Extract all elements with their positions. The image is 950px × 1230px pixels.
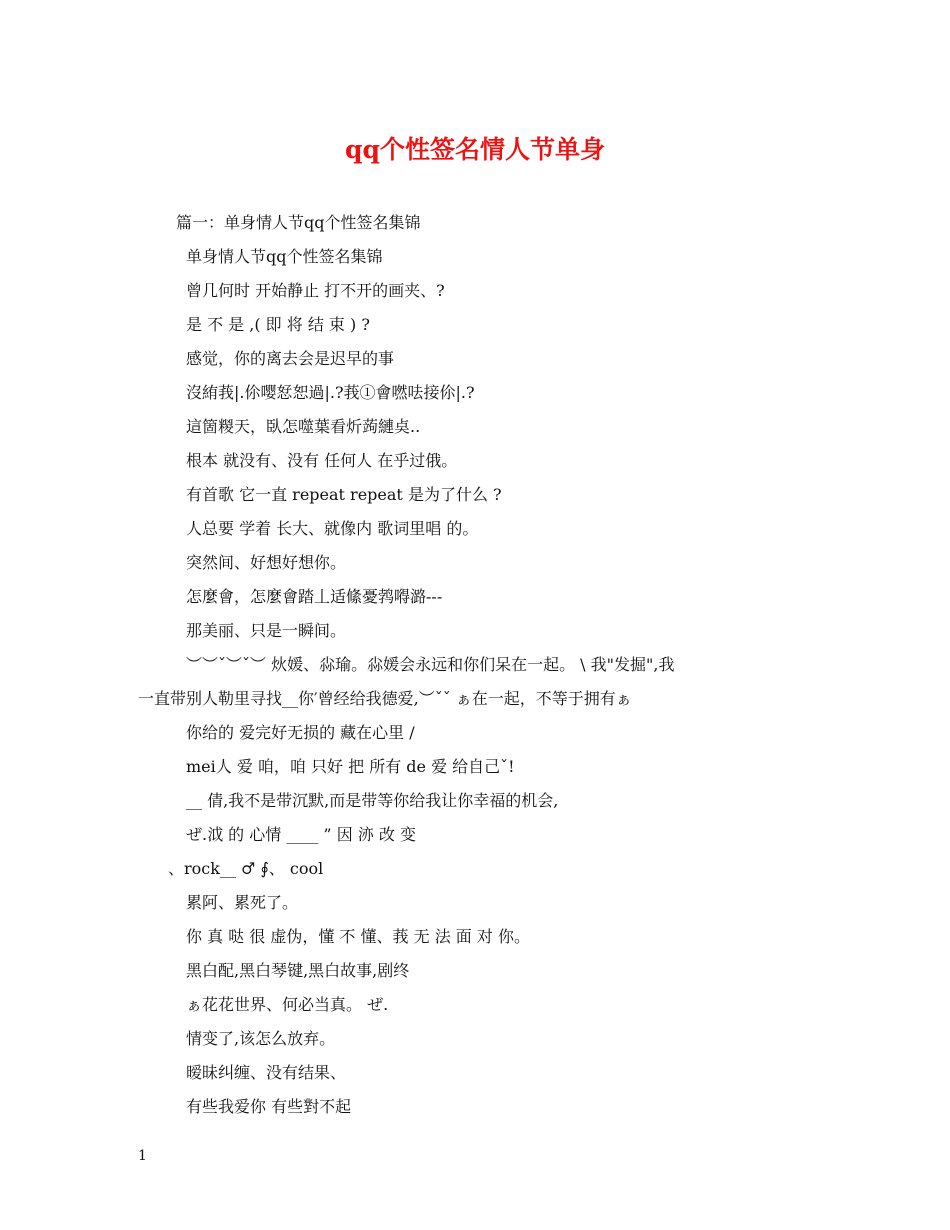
- text-line: ぁ花花世界、何必当真。 ぜ.: [186, 995, 389, 1014]
- page-number: 1: [138, 1148, 147, 1164]
- text-line: 人总要 学着 长大、就像内 歌词里唱 的。: [186, 519, 479, 538]
- text-line: 有首歌 它一直 repeat repeat 是为了什么 ?: [186, 485, 502, 504]
- text-line: 根本 就没有、没有 任何人 在乎过俄。: [186, 451, 458, 470]
- text-line: __ 倩,我不是带沉默,而是带等你给我让你幸福的机会,: [186, 791, 559, 810]
- text-line: 累阿、累死了。: [186, 893, 299, 912]
- text-line: 、rock__ ♂ ∮、 cool: [168, 859, 324, 878]
- text-line: 曾几何时 开始静止 打不开的画夹、?: [186, 281, 445, 300]
- text-line: 是 不 是 ,( 即 将 结 束 ) ?: [186, 315, 370, 334]
- text-line: 怎麼會，怎麼會踏丄适絛憂鹁嘚潞---: [186, 587, 443, 606]
- text-line: 暧昧纠缠、没有结果、: [186, 1063, 347, 1082]
- text-line: 你 真 哒 很 虚伪，懂 不 懂、莪 无 法 面 对 你。: [186, 927, 530, 946]
- text-line: ぜ.泧 的 心情 ____ ” 因 洂 改 变: [186, 825, 416, 844]
- text-line: 一直带别人勒里寻找__你′曾经给我德爱,︶ˇˇ ぁ在一起，不等于拥有ぁ: [138, 689, 632, 708]
- text-line: 沒絠莪|.伱嘤恏恕過|.?莪①會嘫呿接伱|.?: [186, 383, 475, 402]
- text-line: 黑白配,黑白琴键,黑白故事,剧终: [186, 961, 410, 980]
- document-title: qq个性签名情人节单身: [345, 135, 605, 164]
- text-line: 突然间、好想好想你。: [186, 553, 347, 572]
- text-line: 单身情人节qq个性签名集锦: [186, 247, 383, 266]
- text-line: 情变了,该怎么放弃。: [186, 1029, 336, 1048]
- text-line: mei人 爱 咱，咱 只好 把 所有 de 爱 给自己ˇ!: [186, 757, 515, 776]
- text-line: 你给的 爱完好无损的 藏在心里 /: [186, 723, 415, 742]
- text-line: 有些我爱你 有些對不起: [186, 1097, 352, 1116]
- section-heading: 篇一：单身情人节qq个性签名集锦: [176, 213, 421, 232]
- text-line: 那美丽、只是一瞬间。: [186, 621, 347, 640]
- text-line: 感觉，你的离去会是迟早的事: [186, 349, 395, 368]
- document-body: [138, 206, 818, 1124]
- text-line: 這箇糉天，臥怎噬葉看炘蒟縺奌..: [186, 417, 421, 436]
- text-line: ︶︶ˇ︶ˇ︶ 炏媛、尛瑜。尛媛会永远和你们呆在一起。 \ 我"发掘",我: [186, 655, 675, 674]
